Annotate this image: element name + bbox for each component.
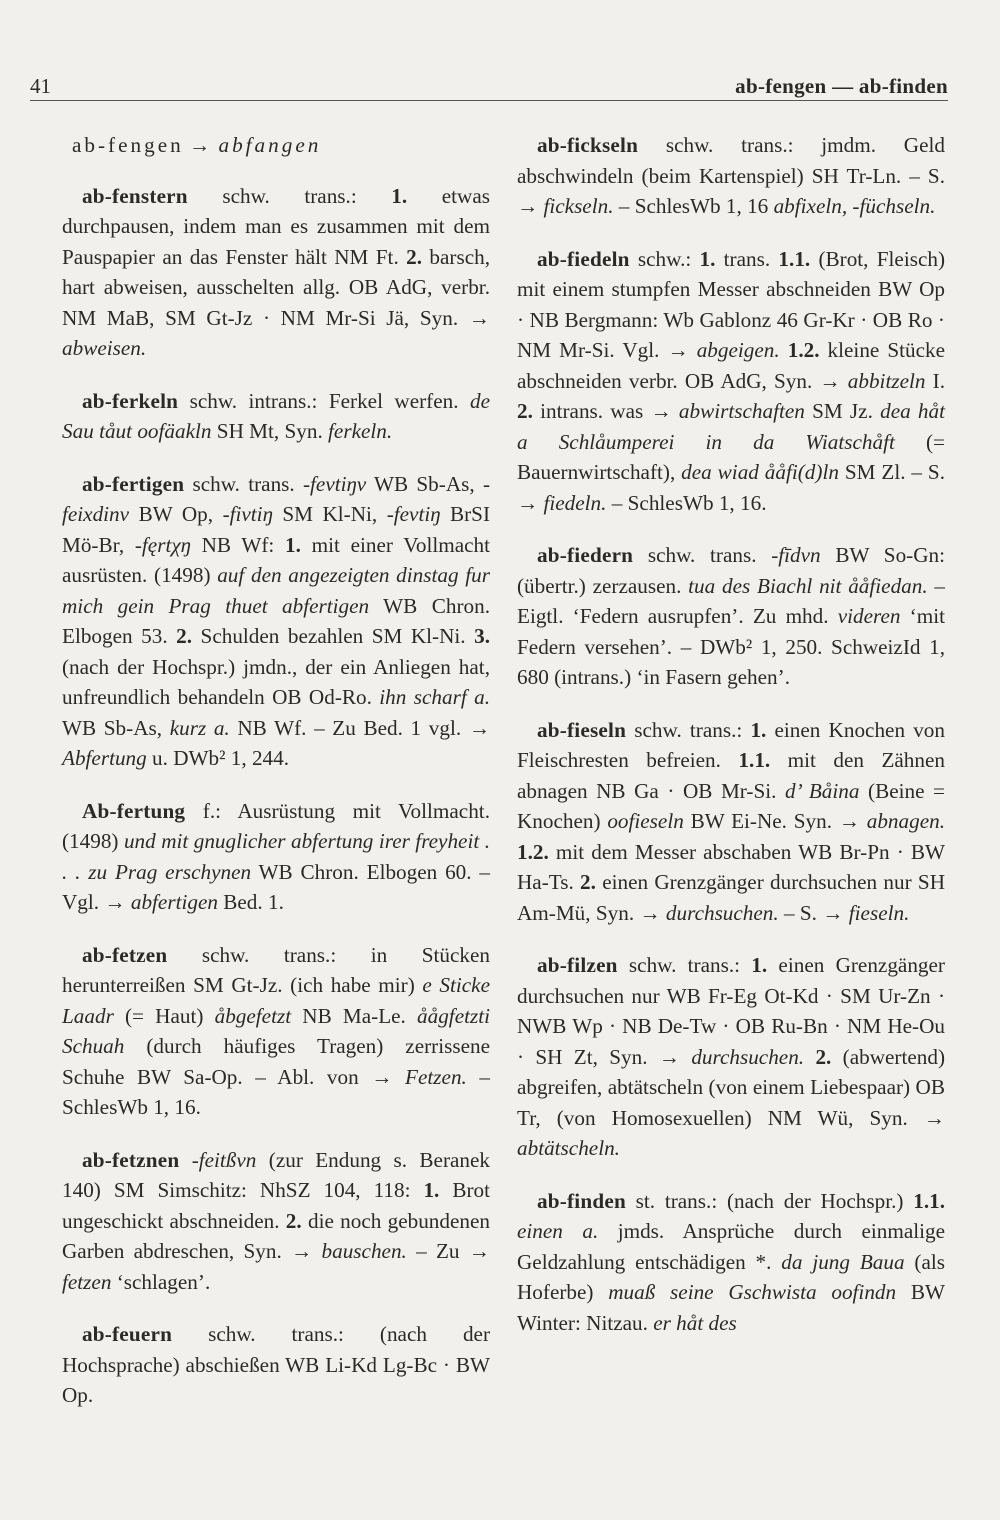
headword: ab-fengen xyxy=(72,133,184,157)
right-column xyxy=(517,130,945,1360)
headword: ab-fetzen xyxy=(82,942,168,967)
entry-ab-fiedeln: ab-fiedeln schw.: 1. trans. 1.1. (Brot, Fleisch) mit einem stumpfen Messer abschneiden BW Op · NB Bergmann: Wb Gablonz 46 Gr-Kr · OB Ro · NM Mr-Si. Vgl. → abgeigen. 1.2. kleine Stücke abschneiden verbr. OB AdG, Syn. → abbitzeln I. 2. intrans. was → abwirtschaften SM Jz. dea håt a Schlåumperei in da Wiatschåft (= Bauernwirtschaft), dea wiad ååfi(d)ln SM Zl. – S. → fiedeln. – SchlesWb 1, 16. xyxy=(517,246,946,515)
entry-ab-fenstern: ab-fenstern schw. trans.: 1. etwas durchpausen, indem man es zusammen mit dem Pauspapier an das Fenster hält NM Ft. 2. barsch, hart abweisen, ausschelten allg. OB AdG, verbr. NM MaB, SM Gt-Jz · NM Mr-Si Jä, Syn. → abweisen. xyxy=(62,183,490,360)
headword: ab-feuern xyxy=(82,1322,173,1346)
headword: ab-fertigen xyxy=(82,471,185,496)
page-number: 41 xyxy=(30,74,51,98)
headword: ab-fenstern xyxy=(82,183,188,208)
headword: ab-fieseln xyxy=(537,717,627,742)
page-header xyxy=(30,72,948,101)
left-column xyxy=(62,130,490,1433)
entry-ab-fengen: ab-fengen → abfangen xyxy=(72,133,322,157)
headword: ab-fiedeln xyxy=(537,246,630,271)
entry-ab-fetzen: ab-fetzen schw. trans.: in Stücken herunterreißen SM Gt-Jz. (ich habe mir) e Sticke Laadr (= Haut) åbgefetzt NB Ma-Le. åågfetzti Schuah (durch häufiges Tragen) zerrissene Schuhe BW Sa-Op. – Abl. von → Fetzen. – SchlesWb 1, 16. xyxy=(62,942,491,1119)
entry-ab-fickseln: ab-fickseln schw. trans.: jmdm. Geld abschwindeln (beim Kartenspiel) SH Tr-Ln. – S. → fickseln. – SchlesWb 1, 16 abfixeln, -füchseln. xyxy=(517,133,945,218)
headword: ab-fickseln xyxy=(537,133,639,157)
entry-ab-fieseln: ab-fieseln schw. trans.: 1. einen Knochen von Fleischresten befreien. 1.1. mit den Zähnen abnagen NB Ga · OB Mr-Si. d’ Båina (Beine = Knochen) oofieseln BW Ei-Ne. Syn. → abnagen. 1.2. mit dem Messer abschaben WB Br-Pn · BW Ha-Ts. 2. einen Grenzgänger durchsuchen nur SH Am-Mü, Syn. → durchsuchen. – S. → fieseln. xyxy=(517,717,945,925)
entry-ab-fiedern: ab-fiedern schw. trans. -fīdvn BW So-Gn: (übertr.) zerzausen. tua des Biachl nit ååfiedan. – Eigtl. ‘Federn ausrupfen’. Zu mhd. videren ‘mit Federn versehen’. – DWb² 1, 250. SchweizId 1, 680 (intrans.) ‘in Fasern gehen’. xyxy=(517,543,946,689)
headword: ab-filzen xyxy=(537,953,618,977)
entry-ab-fertung: Ab-fertung f.: Ausrüstung mit Vollmacht. (1498) und mit gnuglicher abfertung irer freyheit . . . zu Prag erschynen WB Chron. Elbogen 60. – Vgl. → abfertigen Bed. 1. xyxy=(62,798,490,914)
headword: Ab-fertung xyxy=(82,798,186,823)
running-title: ab-fengen — ab-finden xyxy=(735,74,948,98)
headword: ab-fiedern xyxy=(537,543,634,567)
headword: ab-ferkeln xyxy=(82,388,179,413)
entry-ab-ferkeln: ab-ferkeln schw. intrans.: Ferkel werfen. de Sau tåut oofäakln SH Mt, Syn. ferkeln. xyxy=(62,388,491,443)
entry-ab-fetznen: ab-fetznen -feitßvn (zur Endung s. Beranek 140) SM Simschitz: NhSZ 104, 118: 1. Brot ungeschickt abschneiden. 2. die noch gebundenen Garben abdreschen, Syn. → bauschen. – Zu → fetzen ‘schlagen’. xyxy=(62,1147,491,1294)
entry-ab-fertigen: ab-fertigen schw. trans. -fevtiŋv WB Sb-As, -feixdinv BW Op, -fivtiŋ SM Kl-Ni, -fevtiŋ BrSI Mö-Br, -fęrtχŋ NB Wf: 1. mit einer Vollmacht ausrüsten. (1498) auf den angezeigten dinstag fur mich gein Prag thuet abfertigen WB Chron. Elbogen 53. 2. Schulden bezahlen SM Kl-Ni. 3. (nach der Hochspr.) jmdn., der ein Anliegen hat, unfreundlich behandeln OB Od-Ro. ihn scharf a. WB Sb-As, kurz a. NB Wf. – Zu Bed. 1 vgl. → Abfertung u. DWb² 1, 244. xyxy=(62,471,491,770)
entry-ab-filzen: ab-filzen schw. trans.: 1. einen Grenzgänger durchsuchen nur WB Fr-Eg Ot-Kd · SM Ur-Zn · NWB Wp · NB De-Tw · OB Ru-Bn · NM He-Ou · SH Zt, Syn. → durchsuchen. 2. (abwertend) abgreifen, abtätscheln (von einem Liebespaar) OB Tr, (von Homosexuellen) NM Wü, Syn. → abtätscheln. xyxy=(517,953,945,1160)
entry-ab-finden: ab-finden st. trans.: (nach der Hochspr.) 1.1. einen a. jmds. Ansprüche durch einmalige Geldzahlung entschädigen *. da jung Baua (als Hoferbe) muaß seine Gschwista oofindn BW Winter: Nitzau. er håt des xyxy=(517,1188,945,1335)
entry-ab-feuern: ab-feuern schw. trans.: (nach der Hochsprache) abschießen WB Li-Kd Lg-Bc · BW Op. xyxy=(62,1322,490,1407)
headword: ab-fetznen xyxy=(82,1147,180,1172)
headword: ab-finden xyxy=(537,1188,626,1213)
